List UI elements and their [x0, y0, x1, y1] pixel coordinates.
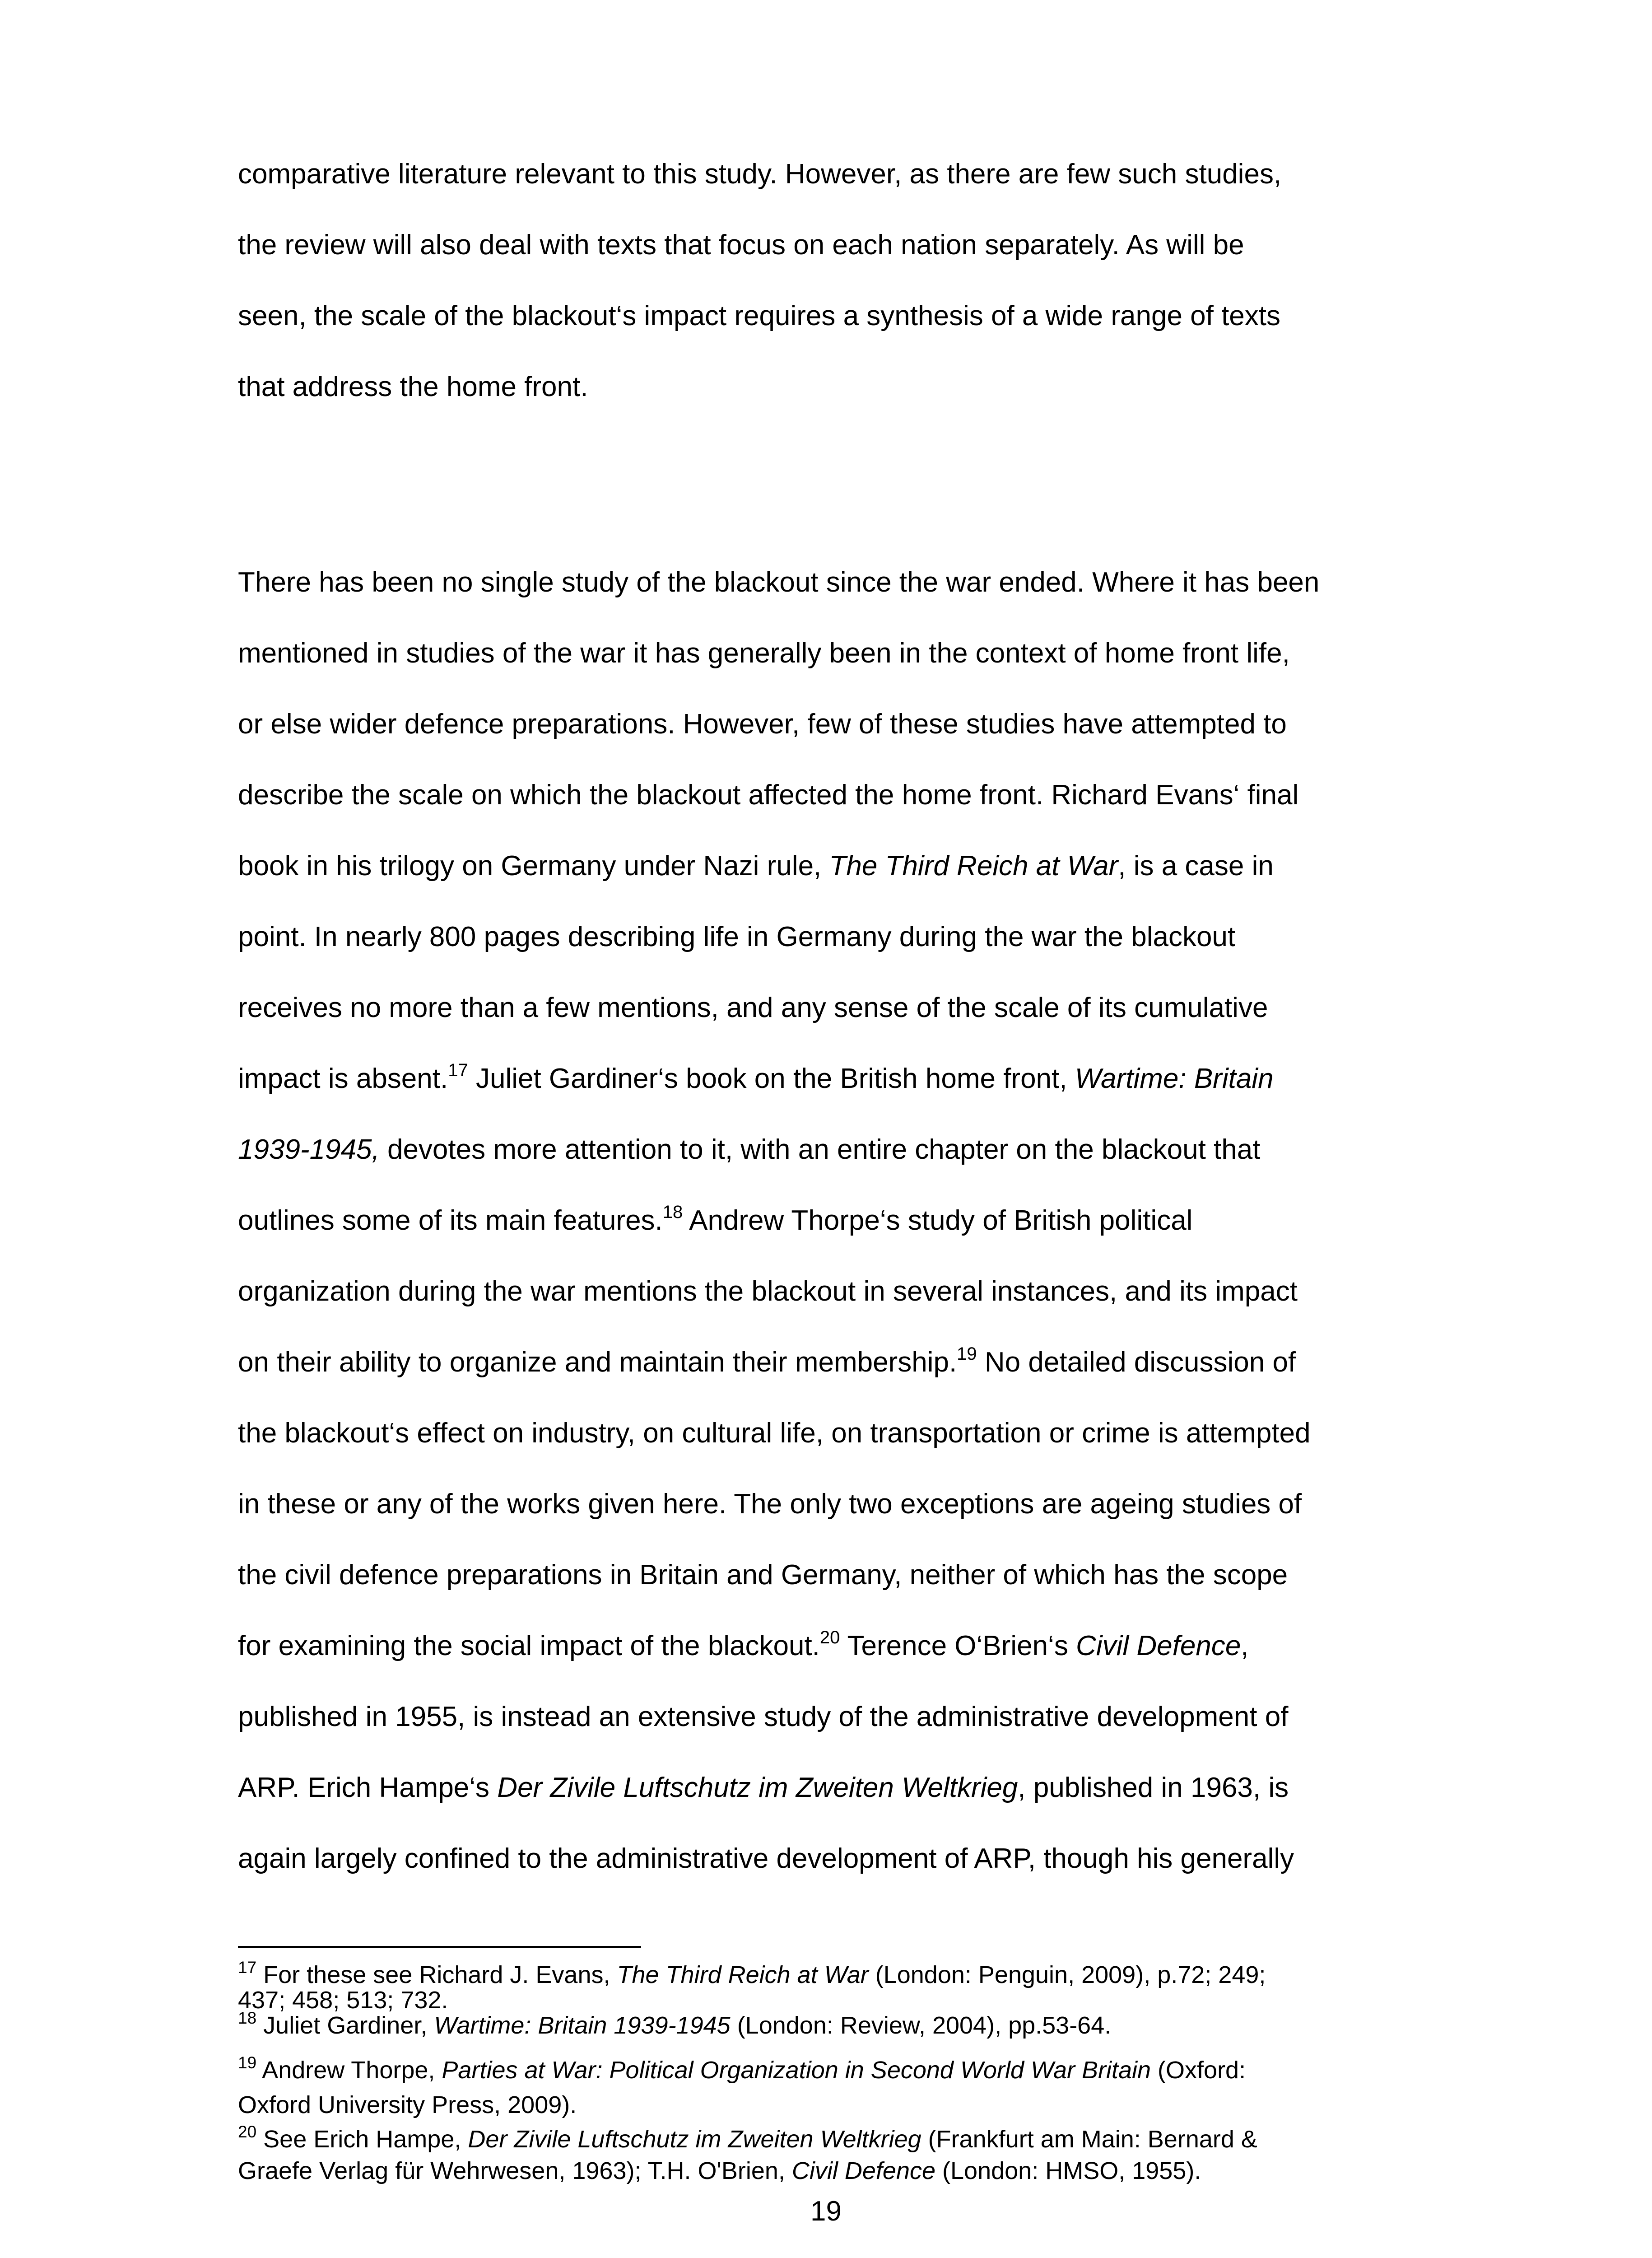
- paragraph-line: that address the home front.: [238, 371, 588, 402]
- page-number: 19: [810, 2196, 842, 2227]
- footnote-20-continued: [238, 2158, 1430, 2183]
- paragraph-line: [238, 1060, 1274, 1098]
- paragraph-line: the review will also deal with texts that focus on each nation separately. As will be: [238, 229, 1244, 261]
- book-title: The Third Reich at War: [829, 850, 1118, 882]
- paragraph-line: [238, 1204, 1192, 1240]
- text-run: , published in 1963, is: [1018, 1772, 1289, 1803]
- paragraph-line: again largely confined to the administrative development of ARP, though his generally: [238, 1843, 1294, 1874]
- paragraph-line: published in 1955, is instead an extensive study of the administrative development of: [238, 1701, 1289, 1732]
- paragraph-line: [238, 1346, 1296, 1382]
- book-title: Wartime: Britain: [1075, 1063, 1274, 1094]
- text-run: outlines some of its main features.: [238, 1205, 663, 1236]
- footnote-separator: [238, 1946, 641, 1948]
- footnote-17: [238, 1958, 1430, 1990]
- footnote-17-continued: 437; 458; 513; 732.: [238, 1987, 448, 2014]
- paragraph-line: [238, 1134, 1260, 1166]
- text-run: Andrew Thorpe,: [256, 2057, 442, 2084]
- text-run: (Frankfurt am Main: Bernard &: [921, 2126, 1257, 2153]
- footnote-19: [238, 2053, 1430, 2085]
- footnote-ref-18[interactable]: 18: [662, 1202, 683, 1222]
- text-run: book in his trilogy on Germany under Nazi rule,: [238, 850, 829, 882]
- text-run: devotes more attention to it, with an entire chapter on the blackout that: [379, 1134, 1261, 1165]
- book-title: Wartime: Britain 1939-1945: [434, 2012, 731, 2039]
- footnote-number: 19: [238, 2053, 257, 2072]
- footnote-20: [238, 2123, 1430, 2155]
- paragraph-line: [238, 1630, 1249, 1666]
- paragraph-line: [238, 850, 1274, 882]
- footnote-ref-19[interactable]: 19: [957, 1344, 977, 1364]
- text-run: No detailed discussion of: [977, 1347, 1296, 1378]
- paragraph-line: in these or any of the works given here. The only two exceptions are ageing studies of: [238, 1488, 1302, 1520]
- paragraph-line: There has been no single study of the blackout since the war ended. Where it has been: [238, 567, 1320, 598]
- footnote-number: 17: [238, 1958, 257, 1977]
- text-run: ARP. Erich Hampe‘s: [238, 1772, 498, 1803]
- paragraph-line: [238, 1772, 1289, 1804]
- text-run: See Erich Hampe,: [256, 2126, 468, 2153]
- text-run: (London: HMSO, 1955).: [935, 2157, 1201, 2184]
- footnote-number: 20: [238, 2123, 257, 2141]
- book-title: The Third Reich at War: [617, 1961, 869, 1988]
- footnote-ref-20[interactable]: 20: [819, 1628, 840, 1647]
- book-title: Der Zivile Luftschutz im Zweiten Weltkrieg: [468, 2126, 921, 2153]
- book-title: Der Zivile Luftschutz im Zweiten Weltkrieg: [497, 1772, 1018, 1803]
- footnote-number: 18: [238, 2009, 257, 2027]
- footnote-19-continued: Oxford University Press, 2009).: [238, 2091, 577, 2118]
- text-run: for examining the social impact of the blackout.: [238, 1630, 820, 1661]
- book-title: Parties at War: Political Organization in Second World War Britain: [442, 2057, 1151, 2084]
- text-run: Terence O‘Brien‘s: [840, 1630, 1076, 1661]
- paragraph-line: seen, the scale of the blackout‘s impact requires a synthesis of a wide range of texts: [238, 300, 1281, 331]
- book-title: Civil Defence: [791, 2157, 936, 2184]
- paragraph-line: receives no more than a few mentions, and any sense of the scale of its cumulative: [238, 992, 1268, 1023]
- paragraph-line: mentioned in studies of the war it has generally been in the context of home front life,: [238, 638, 1290, 669]
- text-run: (London: Penguin, 2009), p.72; 249;: [868, 1961, 1266, 1988]
- text-run: impact is absent.: [238, 1063, 448, 1094]
- paragraph-line: organization during the war mentions the blackout in several instances, and its impact: [238, 1276, 1298, 1307]
- text-run: Juliet Gardiner,: [256, 2012, 434, 2039]
- paragraph-line: the civil defence preparations in Britain and Germany, neither of which has the scope: [238, 1559, 1288, 1591]
- text-run: Andrew Thorpe‘s study of British political: [683, 1205, 1193, 1236]
- text-run: (Oxford:: [1151, 2057, 1246, 2084]
- text-run: , is a case in: [1118, 850, 1274, 882]
- paragraph-line: point. In nearly 800 pages describing life in Germany during the war the blackout: [238, 921, 1236, 952]
- text-run: ,: [1241, 1630, 1249, 1661]
- paragraph-line: the blackout‘s effect on industry, on cultural life, on transportation or crime is attempted: [238, 1418, 1311, 1449]
- footnote-ref-17[interactable]: 17: [448, 1060, 468, 1080]
- text-run: on their ability to organize and maintain their membership.: [238, 1347, 957, 1378]
- paragraph-line: or else wider defence preparations. However, few of these studies have attempted to: [238, 709, 1287, 740]
- text-run: For these see Richard J. Evans,: [256, 1961, 617, 1988]
- book-title: 1939-1945,: [238, 1134, 380, 1165]
- text-run: (London: Review, 2004), pp.53-64.: [730, 2012, 1112, 2039]
- paragraph-line: describe the scale on which the blackout affected the home front. Richard Evans‘ final: [238, 779, 1299, 811]
- paragraph-line: comparative literature relevant to this study. However, as there are few such studies,: [238, 159, 1282, 190]
- footnote-18: [238, 2009, 1430, 2041]
- book-title: Civil Defence: [1076, 1630, 1241, 1661]
- text-run: Graefe Verlag für Wehrwesen, 1963); T.H. O'Brien,: [238, 2157, 792, 2184]
- text-run: Juliet Gardiner‘s book on the British home front,: [468, 1063, 1075, 1094]
